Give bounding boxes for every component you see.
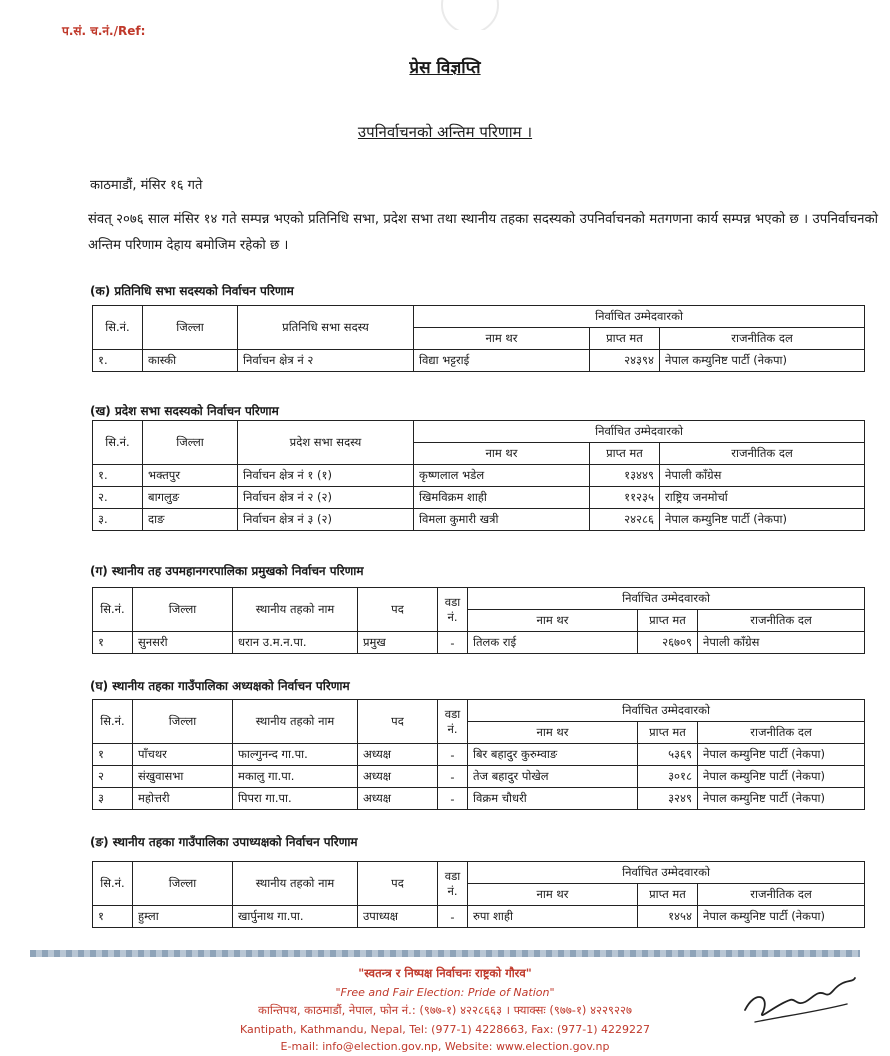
section-heading-nga: (ङ) स्थानीय तहका गाउँपालिका उपाध्यक्षको निर्वाचन परिणाम: [90, 835, 358, 849]
col-hor-member: प्रतिनिधि सभा सदस्य: [238, 306, 414, 350]
cell-name: विक्रम चौधरी: [468, 788, 638, 810]
col-post: पद: [358, 700, 438, 744]
col-name: नाम थर: [468, 722, 638, 744]
col-sn: सि.नं.: [93, 700, 133, 744]
col-name: नाम थर: [468, 884, 638, 906]
footer-contact: E-mail: info@election.gov.np, Website: www.election.gov.np: [280, 1040, 610, 1053]
table-row: [93, 509, 865, 531]
cell-votes: २४३९४: [590, 350, 660, 372]
cell-votes: ३२४९: [638, 788, 698, 810]
cell-local: मकालु गा.पा.: [233, 766, 358, 788]
results-table-nga: [92, 861, 865, 928]
footer-divider: [30, 950, 860, 957]
cell-votes: २४२८६: [590, 509, 660, 531]
cell-name: विमला कुमारी खत्री: [414, 509, 590, 531]
col-post: पद: [358, 862, 438, 906]
cell-constituency: निर्वाचन क्षेत्र नं २ (२): [238, 487, 414, 509]
cell-post: उपाध्यक्ष: [358, 906, 438, 928]
section-heading-kha: (ख) प्रदेश सभा सदस्यको निर्वाचन परिणाम: [90, 404, 279, 418]
cell-party: नेपाल कम्युनिष्ट पार्टी (नेकपा): [698, 766, 865, 788]
table-row: [93, 766, 865, 788]
cell-name: बिर बहादुर कुरुम्वाङ: [468, 744, 638, 766]
cell-votes: १३४४९: [590, 465, 660, 487]
cell-post: अध्यक्ष: [358, 744, 438, 766]
cell-district: सुनसरी: [133, 632, 233, 654]
col-district: जिल्ला: [133, 700, 233, 744]
cell-district: पाँचथर: [133, 744, 233, 766]
col-elected: निर्वाचित उम्मेदवारको: [468, 588, 865, 610]
cell-district: महोत्तरी: [133, 788, 233, 810]
cell-sn: ३: [93, 788, 133, 810]
col-elected: निर्वाचित उम्मेदवारको: [468, 862, 865, 884]
section-heading-ka: (क) प्रतिनिधि सभा सदस्यको निर्वाचन परिणाम: [90, 284, 294, 298]
cell-ward: -: [438, 906, 468, 928]
table-row: [93, 632, 865, 654]
footer-address-np: कान्तिपथ, काठमाडौं, नेपाल, फोन नं.: (९७७-१) ४२२८६६३ । फ्याक्सः (९७७-१) ४२२९२२७: [258, 1003, 632, 1017]
col-post: पद: [358, 588, 438, 632]
col-name: नाम थर: [414, 443, 590, 465]
col-votes: प्राप्त मत: [638, 722, 698, 744]
cell-district: संखुवासभा: [133, 766, 233, 788]
cell-sn: २: [93, 766, 133, 788]
cell-district: कास्की: [143, 350, 238, 372]
cell-constituency: निर्वाचन क्षेत्र नं १ (१): [238, 465, 414, 487]
faded-stamp: [430, 0, 580, 30]
col-elected: निर्वाचित उम्मेदवारको: [414, 306, 865, 328]
cell-party: नेपाल कम्युनिष्ट पार्टी (नेकपा): [698, 906, 865, 928]
col-sn: सि.नं.: [93, 862, 133, 906]
cell-name: विद्या भट्टराई: [414, 350, 590, 372]
cell-name: रुपा शाही: [468, 906, 638, 928]
cell-name: तेज बहादुर पोखेल: [468, 766, 638, 788]
section-heading-ga: (ग) स्थानीय तह उपमहानगरपालिका प्रमुखको निर्वाचन परिणाम: [90, 564, 364, 578]
cell-sn: ३.: [93, 509, 143, 531]
cell-district: भक्तपुर: [143, 465, 238, 487]
col-ward: वडा नं.: [438, 588, 468, 632]
cell-post: अध्यक्ष: [358, 788, 438, 810]
page-subtitle: उपनिर्वाचनको अन्तिम परिणाम ।: [357, 123, 533, 141]
cell-ward: -: [438, 632, 468, 654]
table-row: [93, 744, 865, 766]
cell-party: नेपाल कम्युनिष्ट पार्टी (नेकपा): [698, 788, 865, 810]
col-local-name: स्थानीय तहको नाम: [233, 862, 358, 906]
cell-local: पिपरा गा.पा.: [233, 788, 358, 810]
cell-party: नेपाल कम्युनिष्ट पार्टी (नेकपा): [698, 744, 865, 766]
cell-local: खार्पुनाथ गा.पा.: [233, 906, 358, 928]
cell-ward: -: [438, 766, 468, 788]
dateline: काठमाडौं, मंसिर १६ गते: [90, 178, 203, 193]
cell-local: धरान उ.म.न.पा.: [233, 632, 358, 654]
cell-sn: २.: [93, 487, 143, 509]
cell-sn: १.: [93, 465, 143, 487]
col-party: राजनीतिक दल: [698, 884, 865, 906]
cell-votes: २६७०९: [638, 632, 698, 654]
col-sn: सि.नं.: [93, 421, 143, 465]
cell-votes: ५३६९: [638, 744, 698, 766]
col-elected: निर्वाचित उम्मेदवारको: [414, 421, 865, 443]
cell-constituency: निर्वाचन क्षेत्र नं २: [238, 350, 414, 372]
cell-district: बागलुङ: [143, 487, 238, 509]
table-row: [93, 906, 865, 928]
table-row: [93, 487, 865, 509]
cell-party: नेपाल कम्युनिष्ट पार्टी (नेकपा): [660, 509, 865, 531]
col-sn: सि.नं.: [93, 306, 143, 350]
cell-sn: १: [93, 906, 133, 928]
table-row: [93, 465, 865, 487]
col-ward: वडा नं.: [438, 700, 468, 744]
col-party: राजनीतिक दल: [660, 443, 865, 465]
cell-name: तिलक राई: [468, 632, 638, 654]
col-votes: प्राप्त मत: [590, 443, 660, 465]
cell-votes: ३०१८: [638, 766, 698, 788]
cell-party: नेपाल कम्युनिष्ट पार्टी (नेकपा): [660, 350, 865, 372]
section-heading-gha: (घ) स्थानीय तहका गाउँपालिका अध्यक्षको निर्वाचन परिणाम: [90, 679, 350, 693]
col-party: राजनीतिक दल: [660, 328, 865, 350]
results-table-kha: [92, 420, 865, 531]
col-name: नाम थर: [414, 328, 590, 350]
table-row: [93, 350, 865, 372]
col-party: राजनीतिक दल: [698, 722, 865, 744]
col-elected: निर्वाचित उम्मेदवारको: [468, 700, 865, 722]
results-table-ga: [92, 587, 865, 654]
col-local-name: स्थानीय तहको नाम: [233, 700, 358, 744]
cell-district: दाङ: [143, 509, 238, 531]
col-district: जिल्ला: [133, 862, 233, 906]
cell-local: फाल्गुनन्द गा.पा.: [233, 744, 358, 766]
footer-address-en: Kantipath, Kathmandu, Nepal, Tel: (977-1) 4228663, Fax: (977-1) 4229227: [240, 1023, 650, 1036]
col-party: राजनीतिक दल: [698, 610, 865, 632]
cell-sn: १: [93, 632, 133, 654]
cell-sn: १: [93, 744, 133, 766]
col-name: नाम थर: [468, 610, 638, 632]
col-votes: प्राप्त मत: [638, 884, 698, 906]
cell-post: अध्यक्ष: [358, 766, 438, 788]
cell-district: हुम्ला: [133, 906, 233, 928]
col-votes: प्राप्त मत: [638, 610, 698, 632]
footer-motto-en: "Free and Fair Election: Pride of Nation": [335, 986, 555, 999]
col-district: जिल्ला: [133, 588, 233, 632]
cell-ward: -: [438, 788, 468, 810]
cell-votes: ११२३५: [590, 487, 660, 509]
col-local-name: स्थानीय तहको नाम: [233, 588, 358, 632]
col-prov-member: प्रदेश सभा सदस्य: [238, 421, 414, 465]
intro-paragraph: संवत् २०७६ साल मंसिर १४ गते सम्पन्न भएको प्रतिनिधि सभा, प्रदेश सभा तथा स्थानीय तहका सदस्यको उपनिर्वाचनको मतगणना कार्य सम्पन्न भएको छ । उपनिर्वाचनको अन्तिम परिणाम देहाय बमोजिम रहेको छ ।: [88, 212, 878, 253]
page-title: प्रेस विज्ञप्ति: [409, 58, 481, 78]
cell-ward: -: [438, 744, 468, 766]
col-votes: प्राप्त मत: [590, 328, 660, 350]
results-table-ka: [92, 305, 865, 372]
cell-sn: १.: [93, 350, 143, 372]
cell-votes: १४५४: [638, 906, 698, 928]
results-table-gha: [92, 699, 865, 810]
reference-label: प.सं. च.नं./Ref:: [62, 24, 146, 38]
col-district: जिल्ला: [143, 306, 238, 350]
handwritten-signature: [735, 960, 865, 1030]
cell-party: राष्ट्रिय जनमोर्चा: [660, 487, 865, 509]
cell-name: खिमविक्रम शाही: [414, 487, 590, 509]
cell-constituency: निर्वाचन क्षेत्र नं ३ (२): [238, 509, 414, 531]
col-district: जिल्ला: [143, 421, 238, 465]
cell-party: नेपाली काँग्रेस: [698, 632, 865, 654]
cell-name: कृष्णलाल भडेल: [414, 465, 590, 487]
table-row: [93, 788, 865, 810]
footer-motto-np: "स्वतन्त्र र निष्पक्ष निर्वाचनः राष्ट्रको गौरव": [358, 966, 532, 980]
col-sn: सि.नं.: [93, 588, 133, 632]
cell-post: प्रमुख: [358, 632, 438, 654]
col-ward: वडा नं.: [438, 862, 468, 906]
cell-party: नेपाली काँग्रेस: [660, 465, 865, 487]
